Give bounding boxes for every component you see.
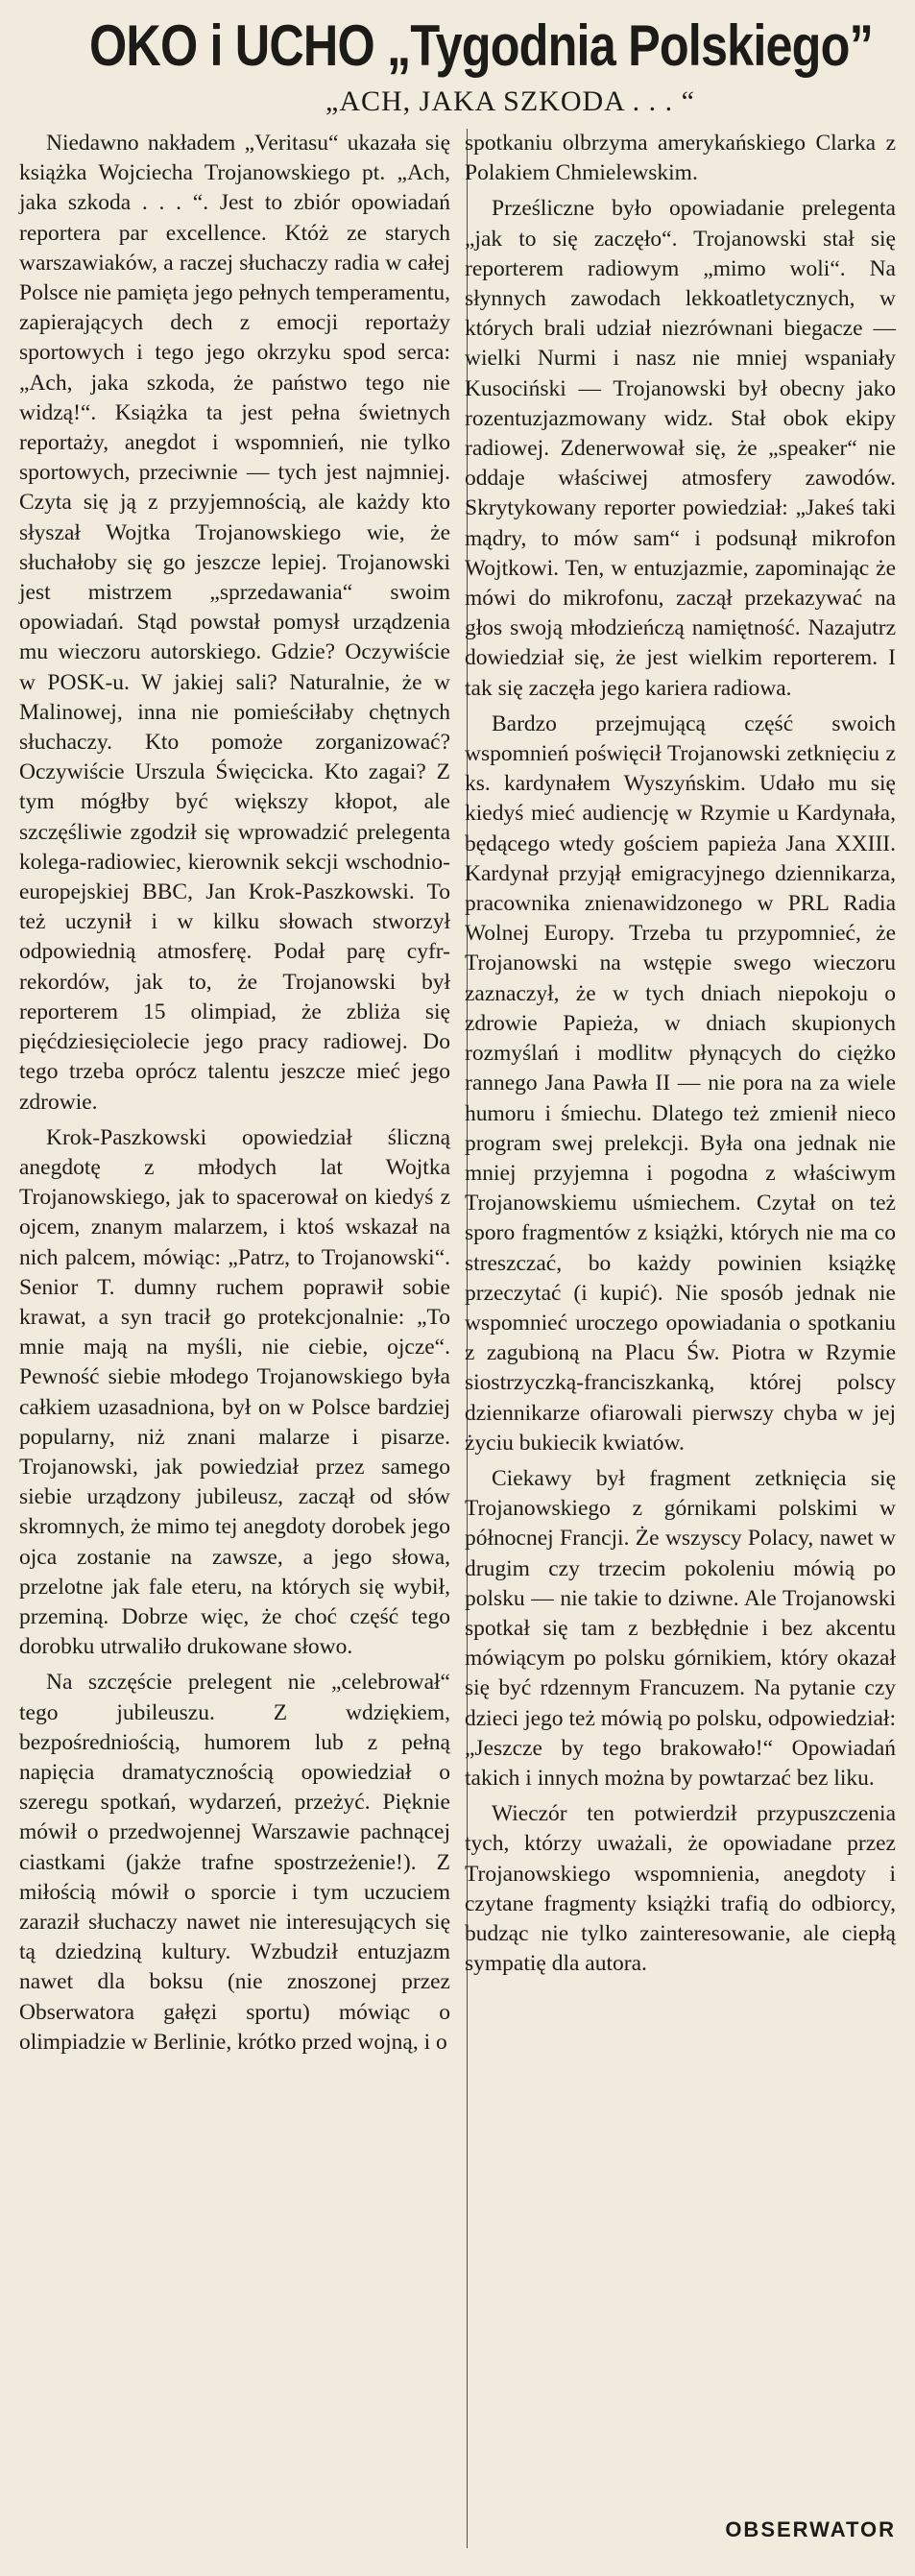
paragraph: spotkaniu olbrzyma amerykańskiego Clarka z Polakiem Chmielewskim.	[465, 131, 896, 186]
paragraph: Bardzo przejmującą część swoich wspomnień poświęcił Trojanowski zetknięciu z ks. kardynałem Wyszyńskim. Udało mu się kiedyś mieć audiencję w Rzymie u Kardynała, będącego wtedy gościem papieża Jana XXIII. Kardynał przyjął emigracyjnego dziennikarza, pracownika znienawidzonego w PRL Radia Wolnej Europy. Trzeba tu przypomnieć, że Trojanowski na wstępie swego wieczoru zaznaczył, że w tych dniach niepokoju o zdrowie Papieża, w dniach skupionych rozmyślań i modlitw płynących do ciężko rannego Jana Pawła II — nie pora na za wiele humoru i śmiechu. Dlatego też zmienił nieco program swej prelekcji. Była ona jednak nie mniej przyjemna i pogodna z właściwym Trojanowskiemu uśmiechem. Czytał on też sporo fragmentów z książki, których nie ma co streszczać, bo każdy powinien książkę przeczytać (i kupić). Nie sposób jednak nie wspomnieć uroczego opowiadania o spotkaniu z zagubioną na Placu Św. Piotra w Rzymie siostrzyczką-franciszkanką, której polscy dziennikarze ofiarowali pierwszy chyba w jej życiu bukiecik kwiatów.	[465, 710, 896, 1456]
right-column	[465, 129, 896, 2567]
paragraph: Prześliczne było opowiadanie prelegenta „jak to się zaczęło“. Trojanowski stał się reporterem radiowym „mimo woli“. Na słynnych zawodach lekkoatletycznych, w których brali udział niezrównani biegacze — wielki Nurmi i nasz nie mniej wspaniały Kusociński — Trojanowski był obecny jako rozentuzjazmowany widz. Stał obok ekipy radiowej. Zdenerwował się, że „speaker“ nie oddaje właściwej atmosfery zawodów. Skrytykowany reporter powiedział: „Jakeś taki mądry, to mów sam“ i podsunął mikrofon Wojtkowi. Ten, w entuzjazmie, zapominając że mówi do mikrofonu, zaczął przekazywać na głos swoją młodzieńczą namiętność. Nazajutrz dowiedział się, że jest wielkim reporterem. I tak się zaczęła jego kariera radiowa.	[465, 196, 896, 701]
paragraph: Krok-Paszkowski opowiedział śliczną anegdotę z młodych lat Wojtka Trojanowskiego, jak to spacerował on kiedyś z ojcem, znanym malarzem, i ktoś wskazał na nich palcem, mówiąc: „Patrz, to Trojanowski“. Senior T. dumny ruchem poprawił sobie krawat, a syn tracił go protekcjonalnie: „To mnie mają na myśli, nie ciebie, ojcze“. Pewność siebie młodego Trojanowskiego była całkiem uzasadniona, był on w Polsce bardziej popularny, niż znani malarze i pisarze. Trojanowski, jak powiedział przez samego siebie urządzony jubileusz, zaczął od słów skromnych, że mimo tej anegdoty dorobek jego ojca zostanie na zawsze, a jego słowa, przelotne jak fale eteru, na których się wybił, przeminą. Dobrze więc, że choć część tego dorobku utrwaliło drukowane słowo.	[19, 1124, 450, 1660]
paragraph: Wieczór ten potwierdził przypuszczenia tych, którzy uważali, że opowiadane przez Trojanowskiego wspomnienia, anegdoty i czytane fragmenty książki trafią do odbiorcy, budząc nie tylko zainteresowanie, ale ciepłą sympatię dla autora.	[465, 1801, 896, 1977]
headline: OKO i UCHO „Tygodnia Polskiego”	[89, 13, 873, 78]
article-body	[19, 129, 896, 2567]
paragraph: Na szczęście prelegent nie „celebrował“ tego jubileuszu. Z wdziękiem, bezpośredniością, humorem lub z pełną napięcia dramatycznością opowiedział o szeregu spotkań, wydarzeń, przeżyć. Pięknie mówił o przedwojennej Warszawie pachnącej ciastkami (jakże trafne spostrzeżenie!). Z miłością mówił o sporcie i tym uczuciem zaraził słuchaczy nawet nie interesujących się tą dziedziną kultury. Wzbudził entuzjazm nawet dla boksu (nie znoszonej przez Obserwatora gałęzi sportu) mówiąc o olimpiadzie w Berlinie, krótko przed wojną, i o	[19, 1670, 450, 2055]
paragraph: Niedawno nakładem „Veritasu“ ukazała się książka Wojciecha Trojanowskiego pt. „Ach, jaka szkoda . . . “. Jest to zbiór opowiadań reportera par excellence. Któż ze starych warszawiaków, a raczej słuchaczy radia w całej Polsce nie pamięta jego pełnych temperamentu, zapierających dech z emocji reportaży sportowych i tego jego okrzyku spod serca: „Ach, jaka szkoda, że państwo tego nie widzą!“. Książka ta jest pełna świetnych reportaży, anegdot i wspomnień, nie tylko sportowych, przeciwnie — tych jest najmniej. Czyta się ją z przyjemnością, ale każdy kto słyszał Wojtka Trojanowskiego wie, że słuchałoby się go jeszcze lepiej. Trojanowski jest mistrzem „sprzedawania“ swoim opowiadań. Stąd powstał pomysł urządzenia mu wieczoru autorskiego. Gdzie? Oczywiście w POSK-u. W jakiej sali? Naturalnie, że w Malinowej, inna nie pomieściłaby chętnych słuchaczy. Kto pomoże zorganizować? Oczywiście Urszula Święcicka. Kto zagai? Z tym mógłby być większy kłopot, ale szczęśliwie zgodził się wprowadzić prelegenta kolega-radiowiec, kierownik sekcji wschodnio-europejskiej BBC, Jan Krok-Paszkowski. To też uczynił i w kilku słowach stworzył odpowiednią atmosferę. Podał parę cyfr-rekordów, jak to, że Trojanowski był reporterem 15 olimpiad, że zbliża się pięćdziesięciolecie jego pracy radiowej. Do tego trzeba oprócz talentu jeszcze mieć jego zdrowie.	[19, 131, 450, 1115]
author-signature: OBSERWATOR	[725, 2517, 896, 2541]
left-column	[19, 129, 450, 2567]
paragraph: Ciekawy był fragment zetknięcia się Trojanowskiego z górnikami polskimi w północnej Francji. Że wszyscy Polacy, nawet w drugim czy trzecim pokoleniu mówią po polsku — nie takie to dziwne. Ale Trojanowski spotkał się tam z bezbłędnie i bez akcentu mówiącym po polsku górnikiem, który okazał się być rdzennym Francuzem. Na pytanie czy dzieci jego też mówią po polsku, odpowiedział: „Jeszcze by tego brakowało!“ Opowiadań takich i innych można by powtarzać bez liku.	[465, 1465, 896, 1791]
subtitle: „ACH, JAKA SZKODA . . . “	[325, 85, 695, 117]
